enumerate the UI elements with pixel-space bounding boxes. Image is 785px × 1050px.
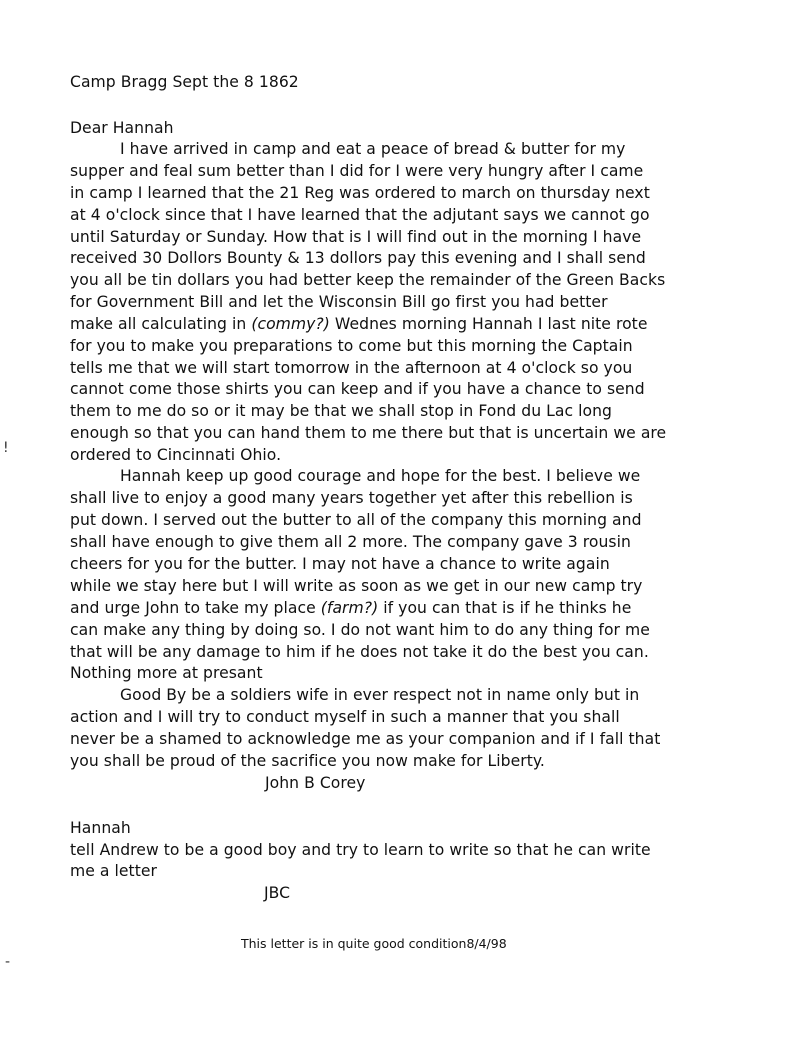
postscript-line: me a letter: [70, 862, 157, 880]
body-line: for Government Bill and let the Wisconsin Bill go first you had better: [70, 293, 608, 311]
body-line: tells me that we will start tomorrow in the afternoon at 4 o'clock so you: [70, 359, 633, 377]
body-line: [70, 314, 647, 334]
body-line: [70, 598, 631, 618]
salutation: Dear Hannah: [70, 119, 174, 137]
body-line: you all be tin dollars you had better keep the remainder of the Green Backs: [70, 271, 666, 289]
body-line: Hannah keep up good courage and hope for the best. I believe we: [120, 467, 641, 485]
initials: JBC: [264, 884, 291, 902]
body-text: and urge John to take my place: [70, 599, 316, 617]
body-line: you shall be proud of the sacrifice you now make for Liberty.: [70, 752, 545, 770]
body-line: at 4 o'clock since that I have learned that the adjutant says we cannot go: [70, 206, 650, 224]
body-line: that will be any damage to him if he does not take it do the best you can.: [70, 643, 649, 661]
body-line: I have arrived in camp and eat a peace of bread & butter for my: [120, 140, 626, 158]
body-line: can make any thing by doing so. I do not want him to do any thing for me: [70, 621, 650, 639]
body-line: cheers for you for the butter. I may not have a chance to write again: [70, 555, 610, 573]
body-line: ordered to Cincinnati Ohio.: [70, 446, 282, 464]
body-line: for you to make you preparations to come but this morning the Captain: [70, 337, 633, 355]
postscript-line: tell Andrew to be a good boy and try to learn to write so that he can write: [70, 841, 651, 859]
body-line: action and I will try to conduct myself in such a manner that you shall: [70, 708, 620, 726]
signature: John B Corey: [265, 774, 366, 792]
body-line: enough so that you can hand them to me there but that is uncertain we are: [70, 424, 667, 442]
body-line: shall live to enjoy a good many years together yet after this rebellion is: [70, 489, 633, 507]
body-line: while we stay here but I will write as soon as we get in our new camp try: [70, 577, 643, 595]
body-line: shall have enough to give them all 2 more. The company gave 3 rousin: [70, 533, 631, 551]
letter-heading: Camp Bragg Sept the 8 1862: [70, 73, 299, 91]
uncertain-word: (commy?): [251, 315, 330, 333]
body-text: make all calculating in: [70, 315, 247, 333]
body-line: in camp I learned that the 21 Reg was ordered to march on thursday next: [70, 184, 650, 202]
body-line: never be a shamed to acknowledge me as your companion and if I fall that: [70, 730, 661, 748]
body-line: supper and feal sum better than I did for I were very hungry after I came: [70, 162, 644, 180]
body-line: them to me do so or it may be that we shall stop in Fond du Lac long: [70, 402, 612, 420]
body-line: until Saturday or Sunday. How that is I will find out in the morning I have: [70, 228, 642, 246]
body-line: Good By be a soldiers wife in ever respect not in name only but in: [120, 686, 640, 704]
footer-note: This letter is in quite good condition8/4/98: [241, 936, 507, 951]
body-line: Nothing more at presant: [70, 664, 263, 682]
uncertain-word: (farm?): [320, 599, 379, 617]
postscript-name: Hannah: [70, 819, 131, 837]
body-line: put down. I served out the butter to all of the company this morning and: [70, 511, 642, 529]
body-text: if you can that is if he thinks he: [383, 599, 632, 617]
body-line: received 30 Dollors Bounty & 13 dollors pay this evening and I shall send: [70, 249, 646, 267]
margin-mark: -: [5, 954, 11, 970]
margin-mark: !: [3, 440, 9, 456]
body-text: Wednes morning Hannah I last nite rote: [334, 315, 648, 333]
body-line: cannot come those shirts you can keep and if you have a chance to send: [70, 380, 645, 398]
